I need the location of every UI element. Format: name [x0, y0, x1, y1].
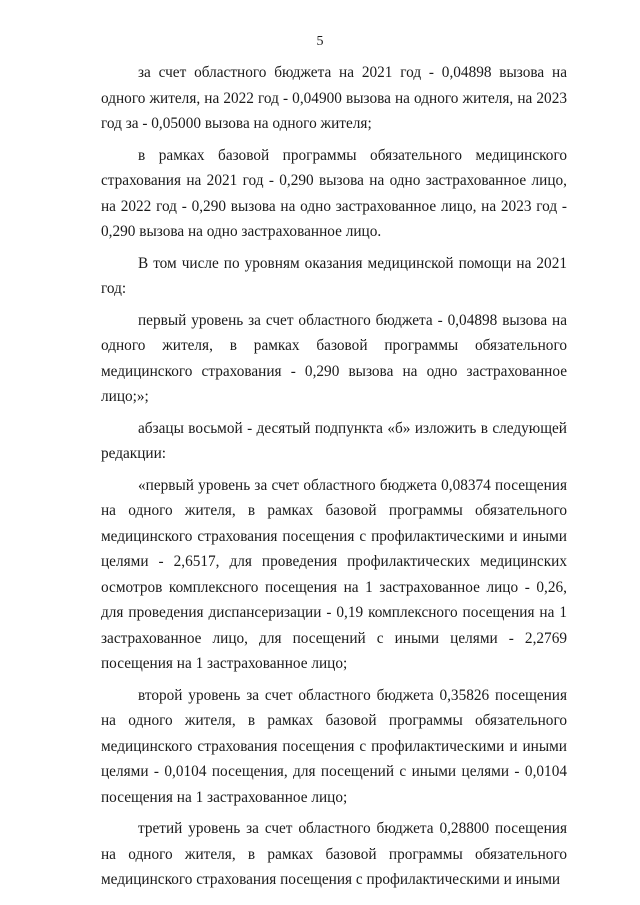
paragraph-first-level-visits: «первый уровень за счет областного бюджета 0,08374 посещения на одного жителя, в рамках базовой программы обязательного медицинского страхования посещения с профилактическими и иными целями - 2,6517, для проведения профилактических медицинских осмотров комплексного посещения на 1 застрахованное лицо - 0,26, для проведения диспансеризации - 0,19 комплексного посещения на 1 застрахованное лицо, для посещений с иными целями - 2,2769 посещения на 1 застрахованное лицо; [101, 476, 567, 672]
document-body [101, 60, 567, 899]
paragraph-third-level-visits: третий уровень за счет областного бюджета 0,28800 посещения на одного жителя, в рамках базовой программы обязательного медицинского страхования посещения с профилактическими и иными [101, 820, 567, 888]
paragraph-regional-budget-calls: за счет областного бюджета на 2021 год - 0,04898 вызова на одного жителя, на 2022 год - 0,04900 вызова на одного жителя, на 2023 год за - 0,05000 вызова на одного жителя; [101, 64, 567, 132]
paragraph-oms-calls: в рамках базовой программы обязательного медицинского страхования на 2021 год - 0,290 вызова на одно застрахованное лицо, на 2022 год - 0,290 вызова на одно застрахованное лицо, на 2023 год - 0,290 вызова на одно застрахованное лицо. [101, 146, 567, 240]
page-number: 5 [316, 34, 324, 49]
paragraph-first-level-calls: первый уровень за счет областного бюджета - 0,04898 вызова на одного жителя, в рамках базовой программы обязательного медицинского страхования - 0,290 вызова на одно застрахованное лицо;»; [101, 311, 567, 405]
paragraph-second-level-visits: второй уровень за счет областного бюджета 0,35826 посещения на одного жителя, в рамках базовой программы обязательного медицинского страхования посещения с профилактическими и иными целями - 0,0104 посещения, для посещений с иными целями - 0,0104 посещения на 1 застрахованное лицо; [101, 686, 567, 806]
paragraph-amendment-instruction: абзацы восьмой - десятый подпункта «б» изложить в следующей редакции: [101, 419, 567, 462]
paragraph-levels-intro: В том числе по уровням оказания медицинской помощи на 2021 год: [101, 254, 567, 297]
